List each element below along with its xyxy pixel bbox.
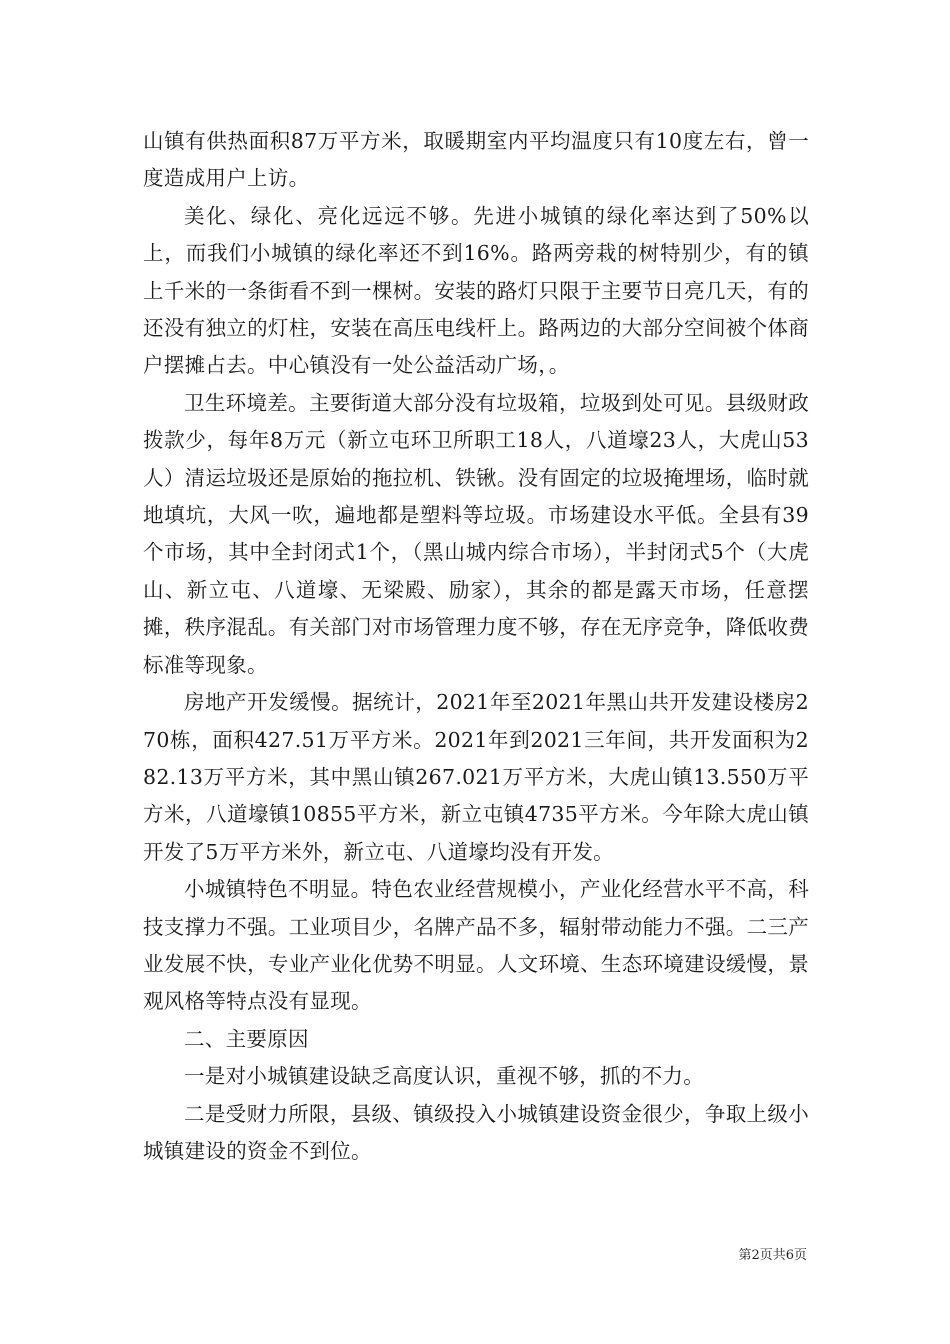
paragraph-8: 二是受财力所限，县级、镇级投入小城镇建设资金很少，争取上级小城镇建设的资金不到位。: [143, 1101, 809, 1163]
page-number: 第2页共6页: [738, 1248, 807, 1263]
paragraph-7: 一是对小城镇建设缺乏高度认识，重视不够，抓的不力。: [184, 1064, 704, 1089]
section-heading-main-reasons: 二、主要原因: [184, 1026, 309, 1051]
paragraph-3: 卫生环境差。主要街道大部分没有垃圾箱，垃圾到处可见。县级财政拨款少，每年8万元（新立屯环卫所职工18人，八道壕23人，大虎山53人）清运垃圾还是原始的拖拉机、铁锹。没有固定的垃圾掩埋场，临时就地填坑，大风一吹，遍地都是塑料等垃圾。市场建设水平低。全县有39个市场，其中全封闭式1个，（黑山城内综合市场），半封闭式5个（大虎山、新立屯、八道壕、无梁殿、励家），其余的都是露天市场，任意摆摊，秩序混乱。有关部门对市场管理力度不够，存在无序竞争，降低收费标准等现象。: [143, 390, 809, 677]
paragraph-2: 美化、绿化、亮化远远不够。先进小城镇的绿化率达到了50%以上，而我们小城镇的绿化率还不到16%。路两旁栽的树特别少，有的镇上千米的一条街看不到一棵树。安装的路灯只限于主要节日亮几天，有的还没有独立的灯柱，安装在高压电线杆上。路两边的大部分空间被个体商户摆摊占去。中心镇没有一处公益活动广场，。: [143, 203, 809, 378]
paragraph-4: 房地产开发缓慢。据统计，2021年至2021年黑山共开发建设楼房270栋，面积427.51万平方米。2021年到2021三年间，共开发面积为282.13万平方米，其中黑山镇267.021万平方米，大虎山镇13.550万平方米，八道壕镇10855平方米，新立屯镇4735平方米。今年除大虎山镇开发了5万平方米外，新立屯、八道壕均没有开发。: [143, 690, 809, 864]
paragraph-5: 小城镇特色不明显。特色农业经营规模小，产业化经营水平不高，科技支撑力不强。工业项目少，名牌产品不多，辐射带动能力不强。二三产业发展不快，专业产业化优势不明显。人文环境、生态环境建设缓慢，景观风格等特点没有显现。: [143, 877, 809, 1014]
paragraph-1: 山镇有供热面积87万平方米，取暖期室内平均温度只有10度左右，曾一度造成用户上访。: [143, 129, 809, 191]
document-body: [143, 123, 809, 1170]
